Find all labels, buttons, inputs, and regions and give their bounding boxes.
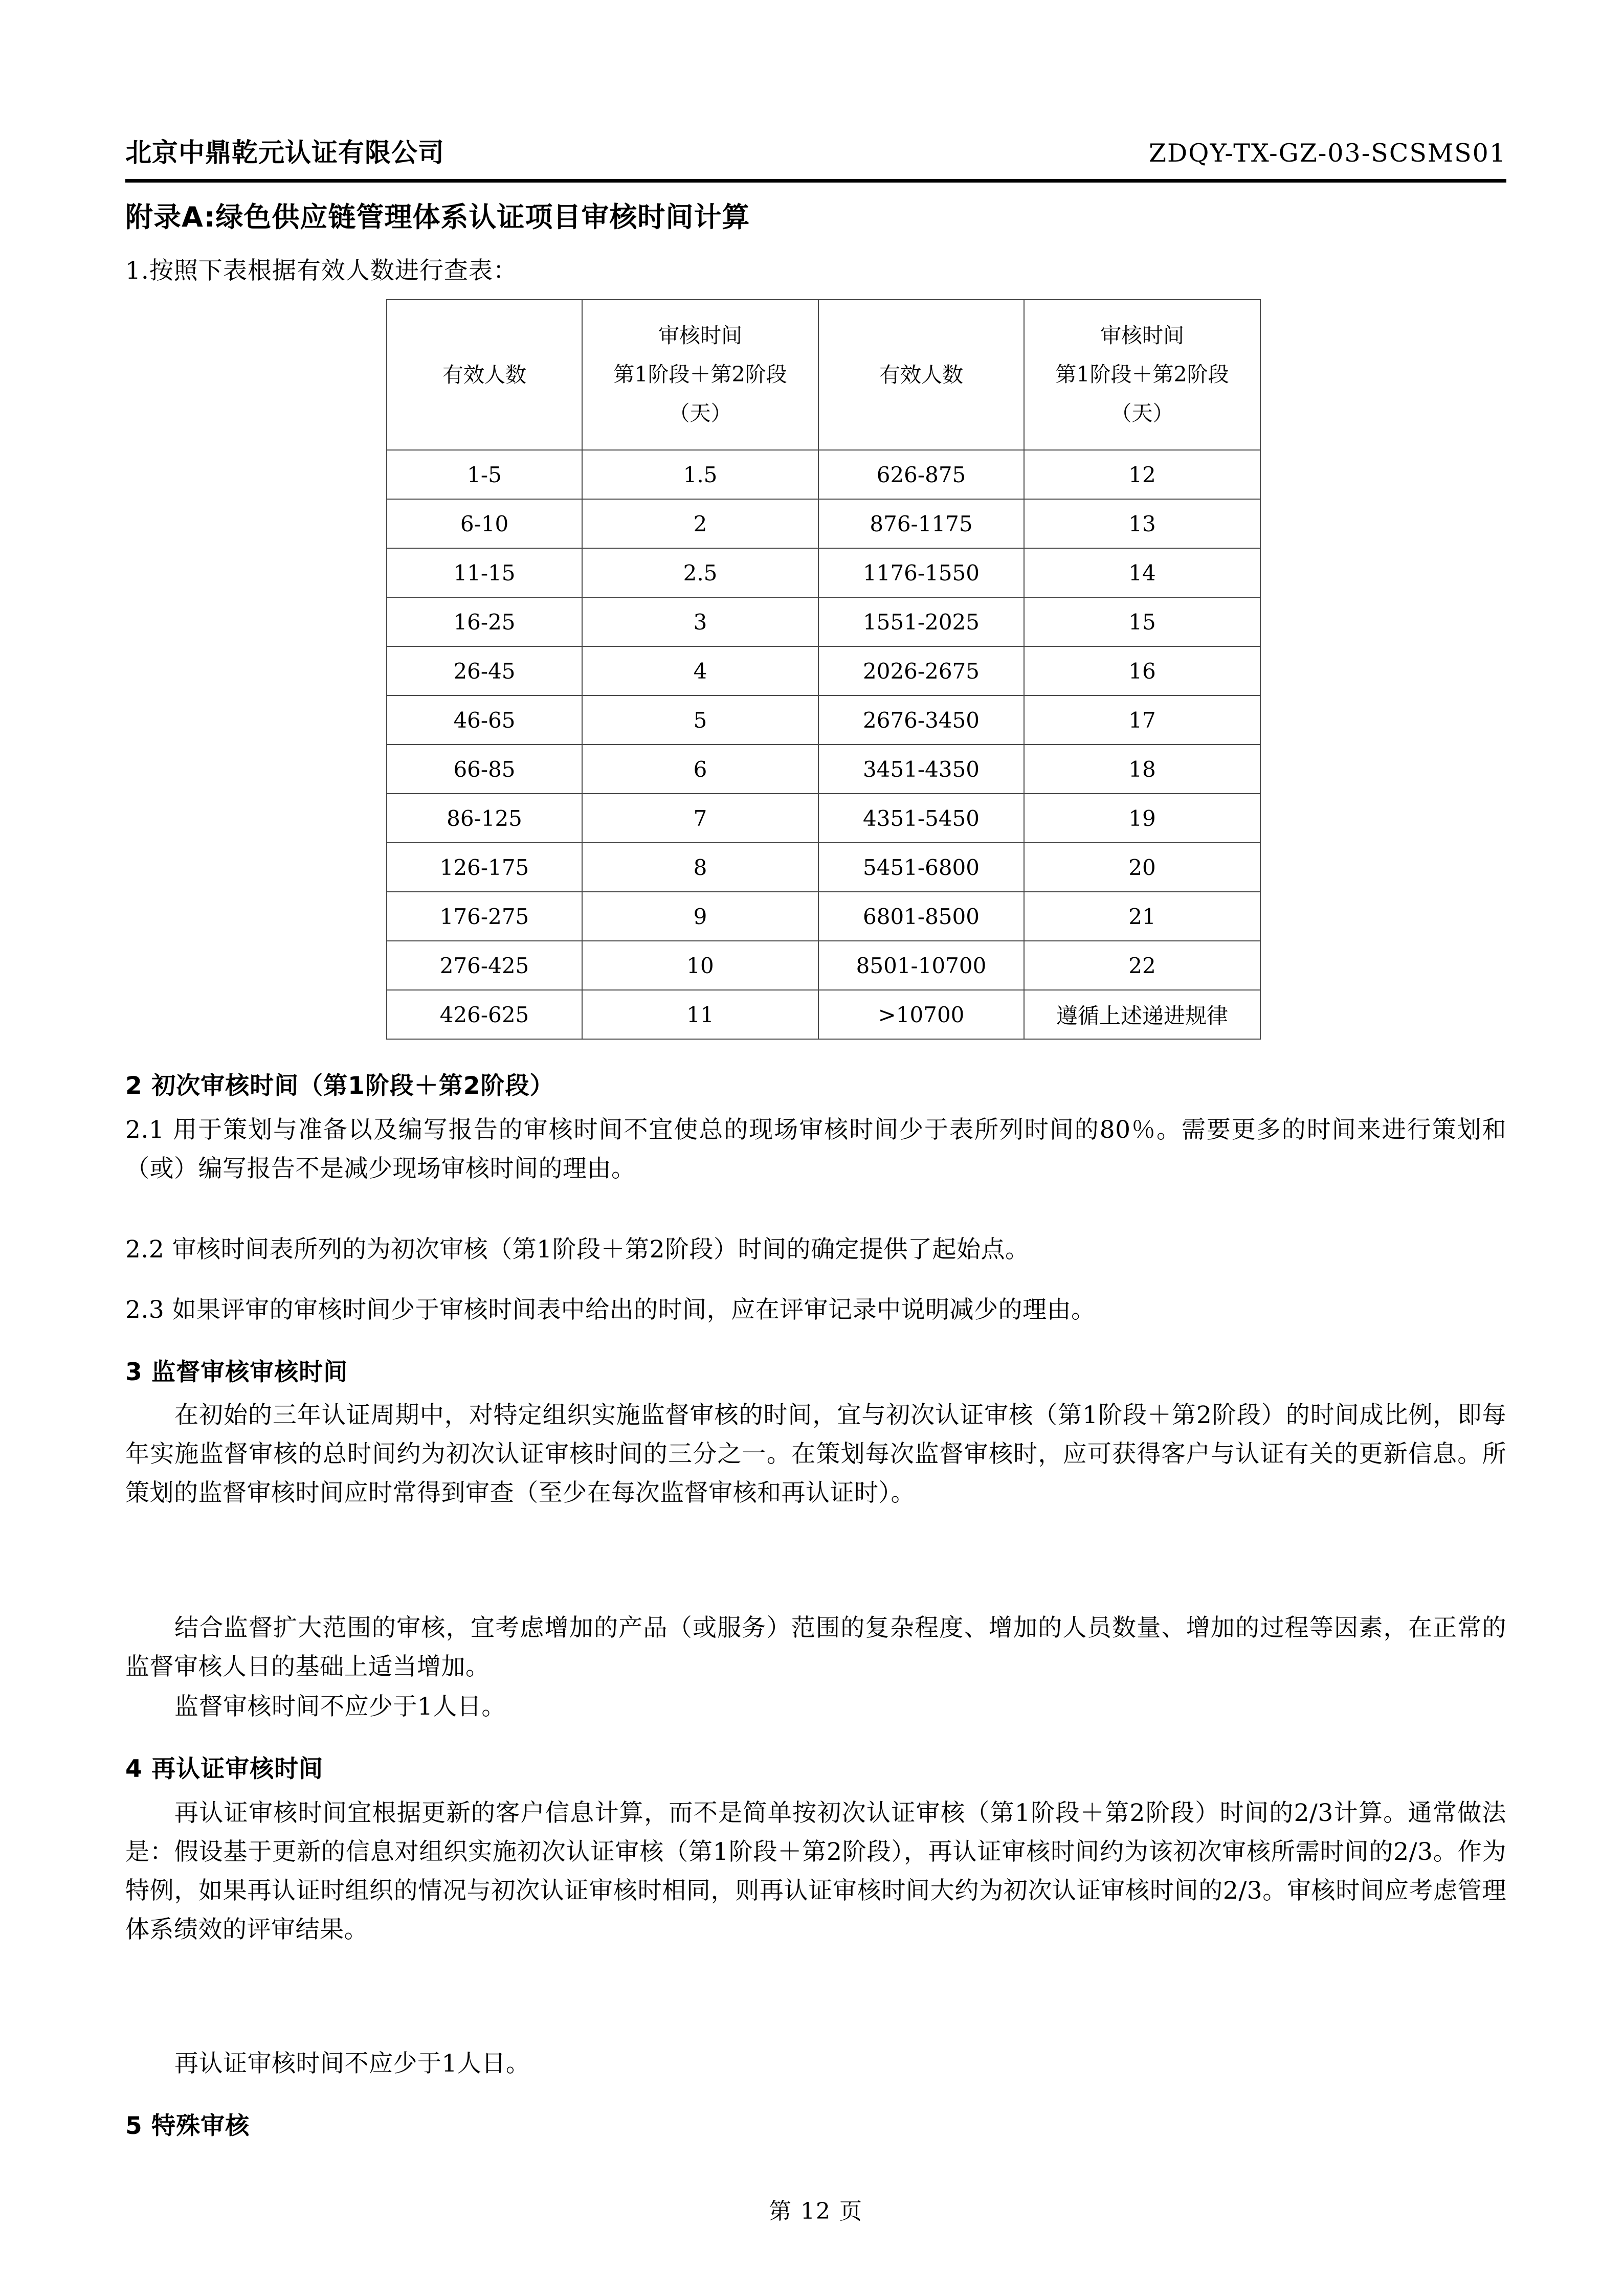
cell-audit-days-left: 4 (582, 646, 818, 695)
table-row (387, 745, 1260, 794)
audit-time-table (386, 299, 1261, 1040)
cell-staff-range-left: 276-425 (387, 941, 582, 990)
cell-staff-range-right: 5451-6800 (818, 843, 1024, 892)
cell-staff-range-left: 16-25 (387, 597, 582, 646)
table-row (387, 499, 1260, 548)
header-company-name: 北京中鼎乾元认证有限公司 (125, 138, 445, 168)
cell-audit-days-right: 21 (1024, 892, 1260, 941)
cell-staff-range-left: 1-5 (387, 450, 582, 499)
section-2-1-paragraph: 2.1 用于策划与准备以及编写报告的审核时间不宜使总的现场审核时间少于表所列时间的80％。需要更多的时间来进行策划和（或）编写报告不是减少现场审核时间的理由。 (125, 1116, 1506, 1183)
cell-audit-days-right: 20 (1024, 843, 1260, 892)
table-row (387, 450, 1260, 499)
cell-staff-range-right: 2026-2675 (818, 646, 1024, 695)
cell-audit-days-left: 10 (582, 941, 818, 990)
section-3-paragraph-2: 结合监督扩大范围的审核，宜考虑增加的产品（或服务）范围的复杂程度、增加的人员数量、增加的过程等因素，在正常的监督审核人日的基础上适当增加。 (125, 1614, 1506, 1681)
cell-staff-range-right: 1551-2025 (818, 597, 1024, 646)
cell-staff-range-right: 876-1175 (818, 499, 1024, 548)
cell-staff-range-left: 11-15 (387, 548, 582, 597)
cell-staff-range-left: 176-275 (387, 892, 582, 941)
page-title: 附录A:绿色供应链管理体系认证项目审核时间计算 (125, 201, 750, 233)
cell-staff-range-right: 6801-8500 (818, 892, 1024, 941)
header-cell-effective-staff-1 (387, 300, 582, 450)
cell-staff-range-left: 126-175 (387, 843, 582, 892)
section-4-heading: 4 再认证审核时间 (125, 1755, 324, 1783)
cell-audit-days-right: 17 (1024, 695, 1260, 745)
header-cell-effective-staff-2 (818, 300, 1024, 450)
cell-staff-range-right: 8501-10700 (818, 941, 1024, 990)
cell-staff-range-left: 426-625 (387, 990, 582, 1039)
cell-audit-days-left: 5 (582, 695, 818, 745)
page-number-label: 第 12 页 (769, 2198, 863, 2224)
cell-staff-range-left: 86-125 (387, 794, 582, 843)
header-label-unit-days-1: （天） (669, 400, 732, 425)
section-3-heading: 3 监督审核审核时间 (125, 1358, 348, 1386)
header-label-effective-staff-1: 有效人数 (442, 362, 526, 387)
cell-staff-range-left: 6-10 (387, 499, 582, 548)
table-body (387, 450, 1260, 1039)
table-row (387, 892, 1260, 941)
table-header (387, 300, 1260, 450)
cell-staff-range-right: 2676-3450 (818, 695, 1024, 745)
intro-instruction: 1.按照下表根据有效人数进行查表： (125, 257, 518, 285)
header-cell-audit-time-1 (582, 300, 818, 450)
cell-staff-range-right: 626-875 (818, 450, 1024, 499)
cell-audit-days-right: 14 (1024, 548, 1260, 597)
cell-audit-days-right: 16 (1024, 646, 1260, 695)
table-row (387, 794, 1260, 843)
cell-staff-range-left: 66-85 (387, 745, 582, 794)
section-2-3-paragraph: 2.3 如果评审的审核时间少于审核时间表中给出的时间，应在评审记录中说明减少的理由。 (125, 1296, 1096, 1324)
section-2-2-paragraph: 2.2 审核时间表所列的为初次审核（第1阶段＋第2阶段）时间的确定提供了起始点。 (125, 1235, 1030, 1264)
header-label-unit-days-2: （天） (1110, 400, 1174, 425)
cell-staff-range-left: 26-45 (387, 646, 582, 695)
cell-audit-days-left: 3 (582, 597, 818, 646)
cell-audit-days-left: 1.5 (582, 450, 818, 499)
cell-staff-range-right: 1176-1550 (818, 548, 1024, 597)
cell-audit-days-right: 12 (1024, 450, 1260, 499)
cell-audit-days-right: 19 (1024, 794, 1260, 843)
table-row (387, 990, 1260, 1039)
table-row (387, 843, 1260, 892)
cell-audit-days-left: 7 (582, 794, 818, 843)
table-row (387, 941, 1260, 990)
cell-staff-range-right: 3451-4350 (818, 745, 1024, 794)
section-5-heading: 5 特殊审核 (125, 2112, 250, 2140)
section-4-paragraph-2: 再认证审核时间不应少于1人日。 (174, 2050, 530, 2078)
table-row (387, 597, 1260, 646)
cell-audit-days-right: 15 (1024, 597, 1260, 646)
header-divider-rule (125, 179, 1506, 183)
page-header (125, 139, 1506, 168)
header-label-audit-time-2: 审核时间 (1100, 323, 1184, 348)
cell-audit-days-right: 18 (1024, 745, 1260, 794)
table-header-row (387, 300, 1260, 450)
audit-time-table-wrapper (386, 299, 1256, 1040)
cell-audit-days-left: 6 (582, 745, 818, 794)
cell-audit-days-left: 2 (582, 499, 818, 548)
header-cell-audit-time-2 (1024, 300, 1260, 450)
cell-audit-days-left: 2.5 (582, 548, 818, 597)
header-label-stages-2: 第1阶段＋第2阶段 (1055, 362, 1229, 387)
table-row (387, 548, 1260, 597)
cell-audit-days-left: 9 (582, 892, 818, 941)
cell-staff-range-left: 46-65 (387, 695, 582, 745)
header-label-stages-1: 第1阶段＋第2阶段 (613, 362, 787, 387)
cell-staff-range-right: >10700 (818, 990, 1024, 1039)
cell-staff-range-right: 4351-5450 (818, 794, 1024, 843)
cell-audit-days-left: 8 (582, 843, 818, 892)
page-footer (125, 2193, 1506, 2225)
cell-audit-days-right: 13 (1024, 499, 1260, 548)
header-label-audit-time-1: 审核时间 (658, 323, 742, 348)
section-2-heading: 2 初次审核时间（第1阶段＋第2阶段） (125, 1072, 554, 1100)
cell-audit-days-right: 遵循上述递进规律 (1024, 990, 1260, 1039)
header-document-code: ZDQY-TX-GZ-03-SCSMS01 (1148, 139, 1506, 168)
section-4-paragraph-1: 再认证审核时间宜根据更新的客户信息计算，而不是简单按初次认证审核（第1阶段＋第2阶段）时间的2/3计算。通常做法是：假设基于更新的信息对组织实施初次认证审核（第1阶段＋第2阶段），再认证审核时间约为该初次审核所需时间的2/3。作为特例，如果再认证时组织的情况与初次认证审核时相同，则再认证审核时间大约为初次认证审核时间的2/3。审核时间应考虑管理体系绩效的评审结果。 (125, 1799, 1506, 1944)
section-3-paragraph-1: 在初始的三年认证周期中，对特定组织实施监督审核的时间，宜与初次认证审核（第1阶段＋第2阶段）的时间成比例，即每年实施监督审核的总时间约为初次认证审核时间的三分之一。在策划每次监督审核时，应可获得客户与认证有关的更新信息。所策划的监督审核时间应时常得到审查（至少在每次监督审核和再认证时）。 (125, 1401, 1506, 1507)
header-label-effective-staff-2: 有效人数 (879, 362, 963, 387)
cell-audit-days-right: 22 (1024, 941, 1260, 990)
section-3-paragraph-3: 监督审核时间不应少于1人日。 (174, 1693, 506, 1721)
table-row (387, 646, 1260, 695)
cell-audit-days-left: 11 (582, 990, 818, 1039)
table-row (387, 695, 1260, 745)
